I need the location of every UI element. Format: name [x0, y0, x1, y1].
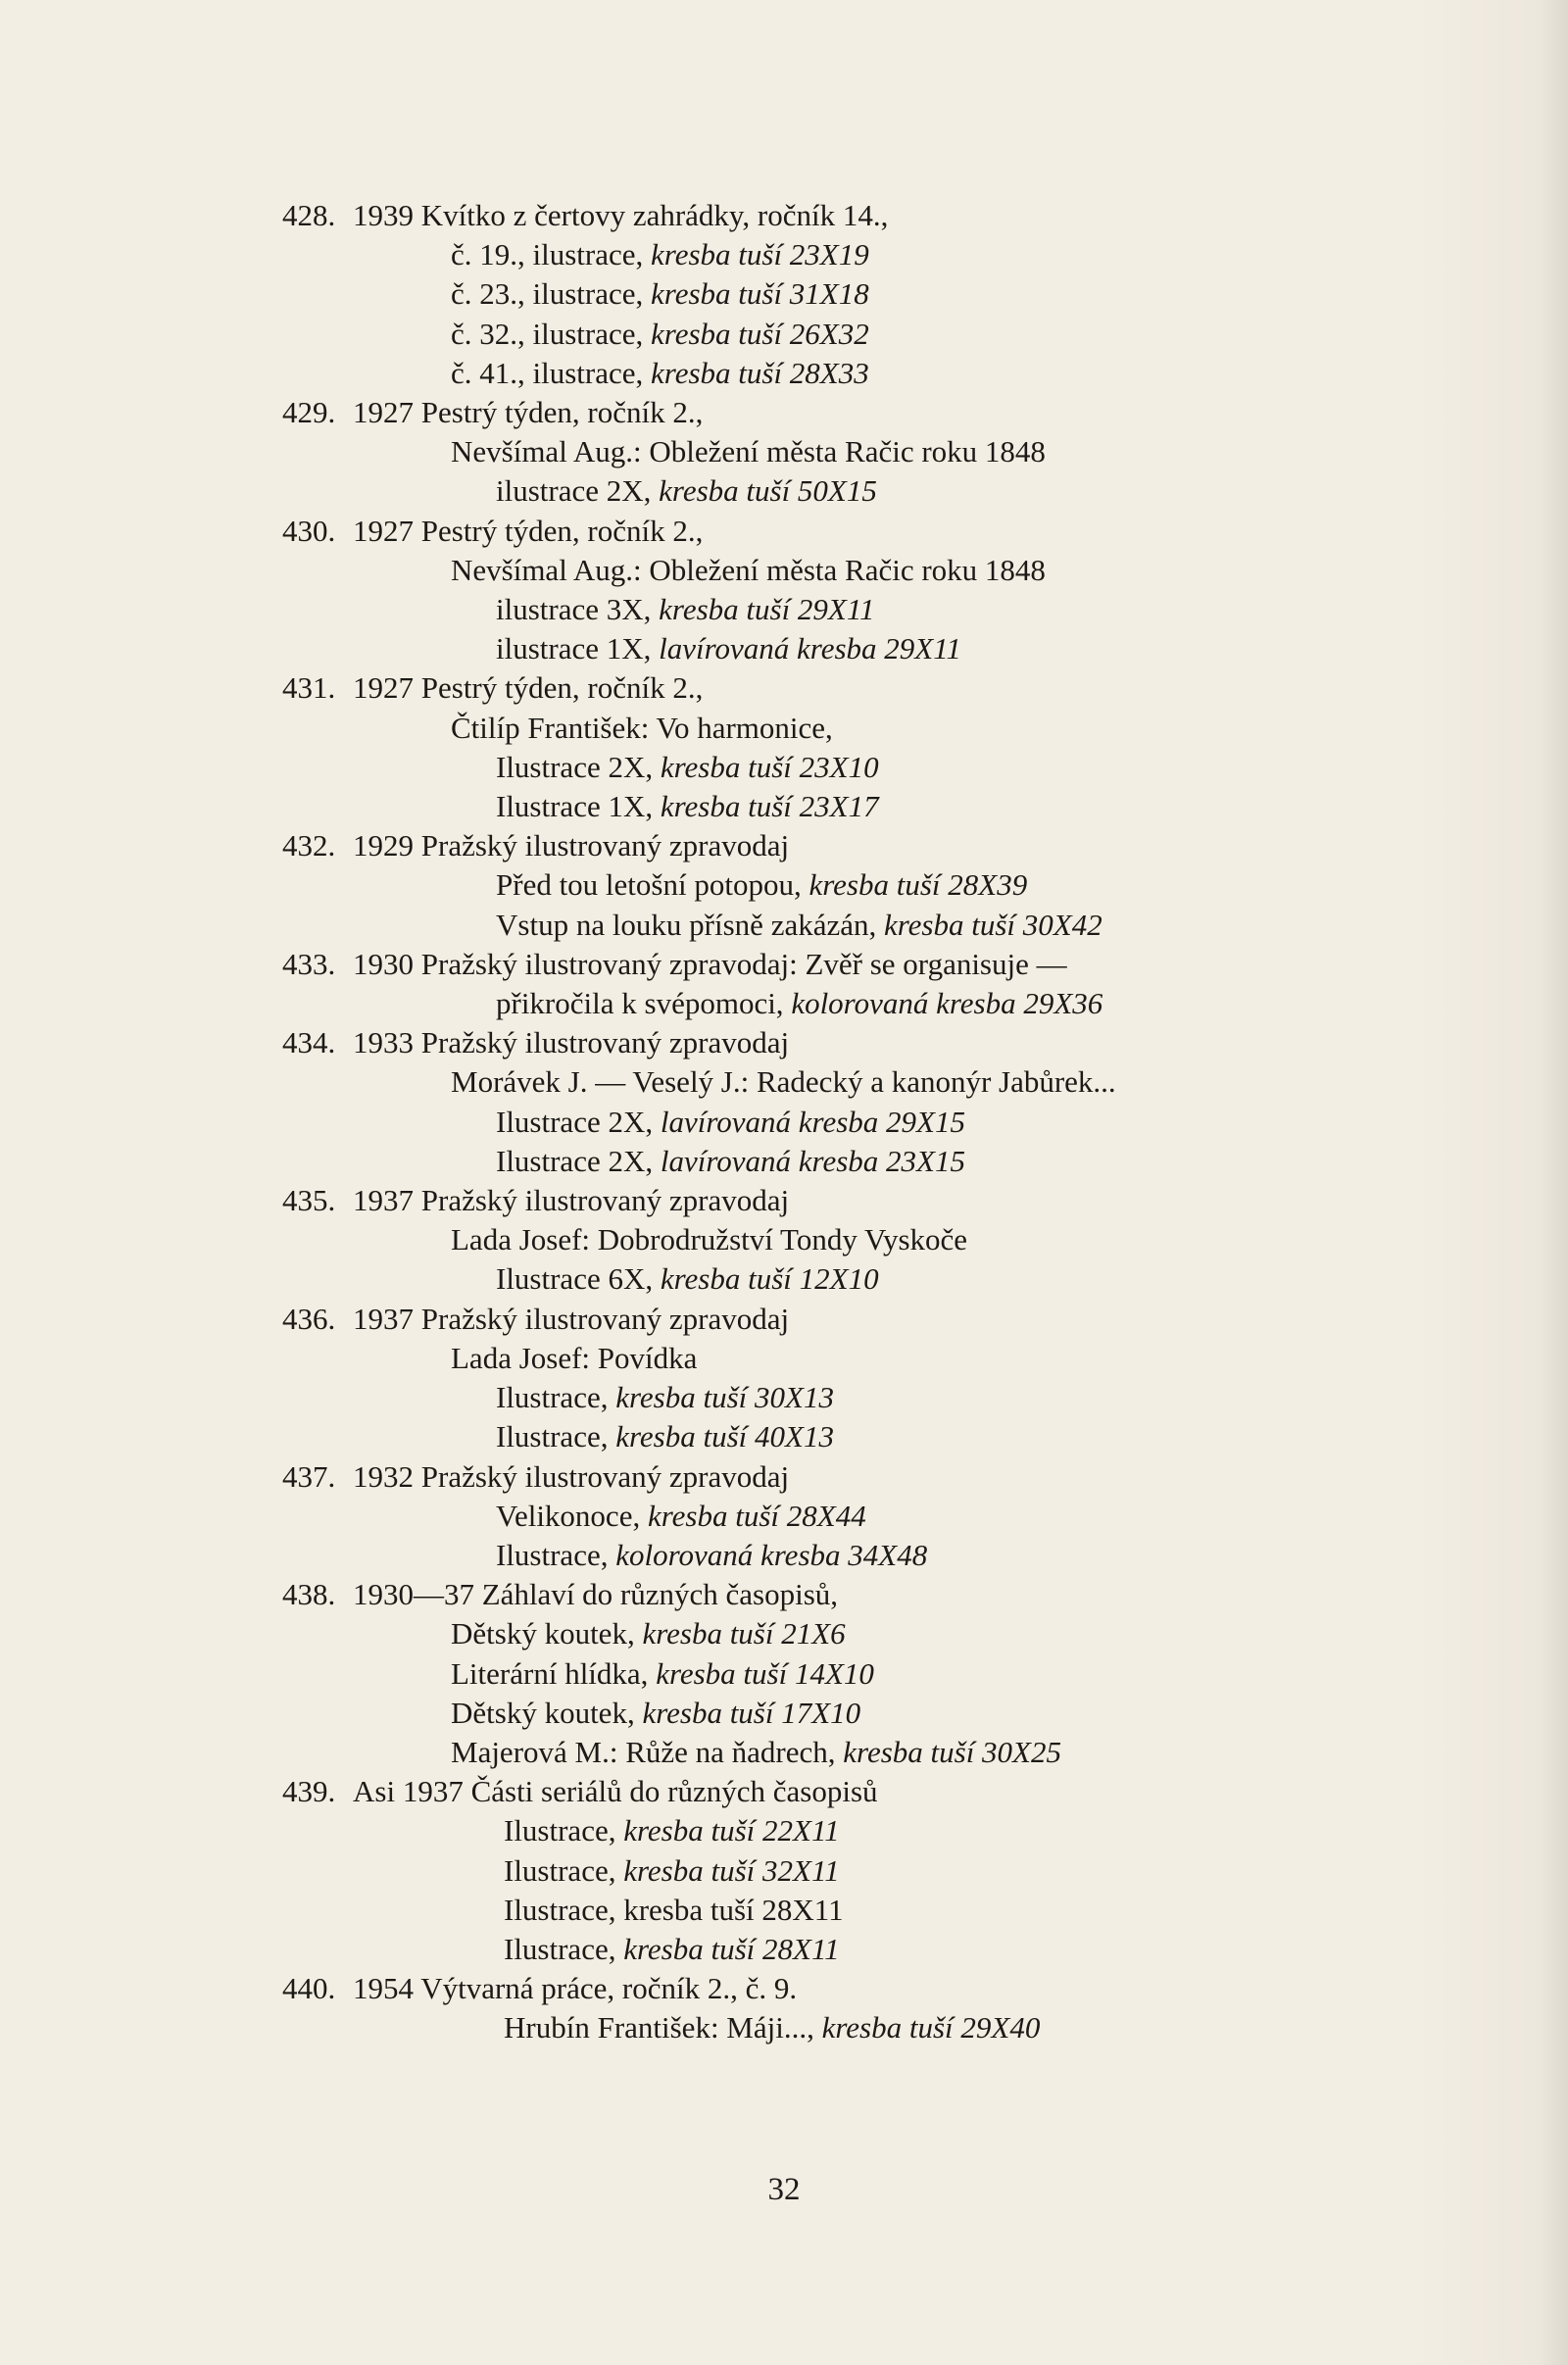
entry-header-line: [282, 393, 1409, 432]
entry-detail-line: [282, 1103, 1409, 1142]
entry-detail-line: [282, 2008, 1409, 2047]
entry-header: 1927 Pestrý týden, ročník 2.,: [353, 670, 704, 706]
detail-technique: lavírovaná kresba 29X11: [659, 631, 961, 666]
detail-text: ilustrace 3X,: [496, 592, 660, 627]
entry-header-line: [282, 945, 1409, 984]
detail-technique: kresba tuší 17X10: [642, 1695, 861, 1730]
detail-text: Hrubín František: Máji...,: [504, 2010, 822, 2045]
entry-header-line: [282, 1575, 1409, 1614]
detail-text: ilustrace 1X,: [496, 631, 660, 666]
entry-detail-line: [282, 1811, 1409, 1850]
catalog-entry: [282, 393, 1409, 512]
entry-number: 437.: [282, 1458, 336, 1494]
detail-technique: kresba tuší 29X11: [659, 592, 875, 627]
catalog-entries: [282, 196, 1409, 2048]
detail-text: Ilustrace 2X,: [496, 1104, 661, 1139]
detail-text: Lada Josef: Dobrodružství Tondy Vyskoče: [451, 1222, 968, 1257]
entry-detail-line: [282, 748, 1409, 787]
entry-detail-line: [282, 1339, 1409, 1378]
entry-detail-line: [282, 1536, 1409, 1575]
catalog-entry: [282, 1457, 1409, 1576]
detail-technique: kresba tuší 28X44: [647, 1498, 866, 1533]
detail-text: Ilustrace,: [496, 1380, 616, 1415]
entry-number: 436.: [282, 1301, 336, 1336]
entry-detail-line: [282, 1614, 1409, 1653]
detail-technique: kresba tuší 31X18: [651, 276, 869, 312]
detail-text: Lada Josef: Povídka: [451, 1340, 698, 1375]
detail-technique: kresba tuší 21X6: [642, 1616, 846, 1651]
detail-technique: lavírovaná kresba 23X15: [660, 1143, 965, 1178]
detail-text: č. 32., ilustrace,: [451, 316, 652, 351]
entry-header: 1954 Výtvarná práce, ročník 2., č. 9.: [353, 1971, 798, 2006]
entry-detail-line: [282, 354, 1409, 393]
entry-detail-line: [282, 1891, 1409, 1930]
entry-detail-line: [282, 1930, 1409, 1969]
detail-text: Ilustrace 2X,: [496, 749, 661, 784]
page-edge-shadow: [1539, 0, 1568, 2365]
entry-detail-line: [282, 274, 1409, 314]
entry-header-line: [282, 1969, 1409, 2008]
entry-detail-line: [282, 235, 1409, 274]
detail-text: Ilustrace,: [504, 1852, 624, 1888]
entry-detail-line: [282, 1062, 1409, 1102]
detail-text: Před tou letošní potopou,: [496, 867, 809, 903]
entry-number: 430.: [282, 513, 336, 548]
detail-text: Ilustrace,: [504, 1813, 624, 1848]
entry-detail-line: [282, 1220, 1409, 1259]
detail-text: č. 19., ilustrace,: [451, 237, 652, 272]
detail-text: Ilustrace 6X,: [496, 1261, 661, 1297]
entry-header-line: [282, 1181, 1409, 1220]
entry-detail-line: [282, 787, 1409, 826]
detail-technique: kresba tuší 23X19: [651, 237, 869, 272]
detail-technique: kresba tuší 28X33: [651, 355, 869, 390]
entry-number: 438.: [282, 1577, 336, 1612]
entry-header-line: [282, 1300, 1409, 1339]
detail-text: Dětský koutek,: [451, 1616, 643, 1651]
entry-detail-line: [282, 1417, 1409, 1456]
catalog-entry: [282, 512, 1409, 669]
entry-detail-line: [282, 590, 1409, 629]
entry-detail-line: [282, 984, 1409, 1023]
detail-text: Ilustrace,: [496, 1537, 616, 1572]
entry-header: 1929 Pražský ilustrovaný zpravodaj: [353, 828, 790, 863]
entry-header: 1937 Pražský ilustrovaný zpravodaj: [353, 1301, 790, 1336]
entry-header-line: [282, 826, 1409, 865]
detail-text: Čtilíp František: Vo harmonice,: [451, 710, 833, 745]
entry-header-line: [282, 512, 1409, 551]
detail-text: přikročila k svépomoci,: [496, 986, 792, 1021]
detail-technique: lavírovaná kresba 29X15: [660, 1104, 965, 1139]
entry-number: 440.: [282, 1971, 336, 2006]
entry-number: 429.: [282, 395, 336, 430]
detail-text: Velikonoce,: [496, 1498, 648, 1533]
entry-number: 434.: [282, 1025, 336, 1060]
catalog-entry: [282, 1772, 1409, 1969]
entry-header: 1930 Pražský ilustrovaný zpravodaj: Zvěř se organisuje —: [353, 946, 1067, 981]
entry-header: 1927 Pestrý týden, ročník 2.,: [353, 395, 704, 430]
detail-technique: kresba tuší 30X13: [615, 1380, 834, 1415]
detail-technique: kresba tuší 14X10: [656, 1655, 874, 1691]
entry-header: 1930—37 Záhlaví do různých časopisů,: [353, 1577, 839, 1612]
catalog-entry: [282, 1300, 1409, 1457]
entry-header-line: [282, 1457, 1409, 1497]
detail-technique: kresba tuší 28X11: [623, 1931, 840, 1966]
entry-header-line: [282, 668, 1409, 708]
entry-header: Asi 1937 Části seriálů do různých časopisů: [353, 1774, 878, 1809]
detail-text: Ilustrace,: [504, 1931, 624, 1966]
detail-text: Morávek J. — Veselý J.: Radecký a kanonýr Jabůrek...: [451, 1064, 1116, 1100]
detail-technique: kresba tuší 30X25: [843, 1734, 1061, 1769]
detail-text: Majerová M.: Růže na ňadrech,: [451, 1734, 844, 1769]
detail-text: Nevšímal Aug.: Obležení města Račic roku 1848: [451, 552, 1046, 587]
detail-text: Vstup na louku přísně zakázán,: [496, 907, 884, 942]
entry-detail-line: [282, 432, 1409, 471]
entry-detail-line: [282, 1733, 1409, 1772]
detail-text: Dětský koutek,: [451, 1695, 643, 1730]
detail-text: ilustrace 2X,: [496, 473, 660, 509]
detail-technique: kresba tuší 32X11: [623, 1852, 840, 1888]
entry-detail-line: [282, 315, 1409, 354]
catalog-entry: [282, 826, 1409, 945]
entry-number: 432.: [282, 828, 336, 863]
entry-detail-line: [282, 906, 1409, 945]
entry-number: 431.: [282, 670, 336, 706]
detail-technique: kresba tuší 28X39: [808, 867, 1028, 903]
entry-detail-line: [282, 1142, 1409, 1181]
entry-number: 439.: [282, 1774, 336, 1809]
catalog-entry: [282, 1969, 1409, 2047]
entry-number: 433.: [282, 946, 336, 981]
entry-detail-line: [282, 1378, 1409, 1417]
detail-technique: kresba tuší 12X10: [660, 1261, 879, 1297]
detail-technique: kresba tuší 26X32: [651, 316, 869, 351]
detail-technique: kolorovaná kresba 29X36: [791, 986, 1103, 1021]
detail-text: Ilustrace,: [496, 1419, 616, 1454]
entry-header-line: [282, 1772, 1409, 1811]
entry-header: 1927 Pestrý týden, ročník 2.,: [353, 513, 704, 548]
entry-detail-line: [282, 1851, 1409, 1891]
entry-detail-line: [282, 1259, 1409, 1299]
entry-header: 1932 Pražský ilustrovaný zpravodaj: [353, 1458, 790, 1494]
detail-technique: kresba tuší 22X11: [623, 1813, 840, 1848]
entry-number: 435.: [282, 1183, 336, 1218]
detail-text: Nevšímal Aug.: Obležení města Račic roku 1848: [451, 434, 1046, 469]
entry-detail-line: [282, 1497, 1409, 1536]
entry-number: 428.: [282, 198, 336, 232]
entry-detail-line: [282, 471, 1409, 511]
entry-detail-line: [282, 1694, 1409, 1733]
catalog-entry: [282, 1575, 1409, 1772]
entry-header: 1937 Pražský ilustrovaný zpravodaj: [353, 1183, 790, 1218]
detail-technique: kresba tuší 40X13: [615, 1419, 834, 1454]
detail-text: Ilustrace, kresba tuší 28X11: [504, 1892, 844, 1927]
catalog-entry: [282, 1023, 1409, 1181]
entry-header-line: [282, 196, 1409, 235]
catalog-entry: [282, 1181, 1409, 1300]
page-number: 32: [767, 2172, 801, 2207]
detail-text: Ilustrace 2X,: [496, 1143, 661, 1178]
detail-text: č. 41., ilustrace,: [451, 355, 652, 390]
entry-detail-line: [282, 865, 1409, 905]
detail-text: č. 23., ilustrace,: [451, 276, 652, 312]
entry-header-line: [282, 1023, 1409, 1062]
detail-technique: kresba tuší 50X15: [659, 473, 877, 509]
entry-header: 1939 Kvítko z čertovy zahrádky, ročník 14.,: [353, 198, 889, 232]
catalog-entry: [282, 945, 1409, 1023]
detail-technique: kresba tuší 29X40: [821, 2010, 1041, 2045]
detail-technique: kresba tuší 23X10: [660, 749, 879, 784]
detail-technique: kresba tuší 23X17: [660, 789, 879, 824]
detail-technique: kolorovaná kresba 34X48: [615, 1537, 928, 1572]
catalog-entry: [282, 196, 1409, 393]
entry-detail-line: [282, 551, 1409, 590]
catalog-entry: [282, 668, 1409, 826]
entry-detail-line: [282, 629, 1409, 668]
detail-text: Literární hlídka,: [451, 1655, 657, 1691]
entry-header: 1933 Pražský ilustrovaný zpravodaj: [353, 1025, 790, 1060]
entry-detail-line: [282, 1654, 1409, 1694]
detail-technique: kresba tuší 30X42: [884, 907, 1102, 942]
entry-detail-line: [282, 709, 1409, 748]
detail-text: Ilustrace 1X,: [496, 789, 661, 824]
